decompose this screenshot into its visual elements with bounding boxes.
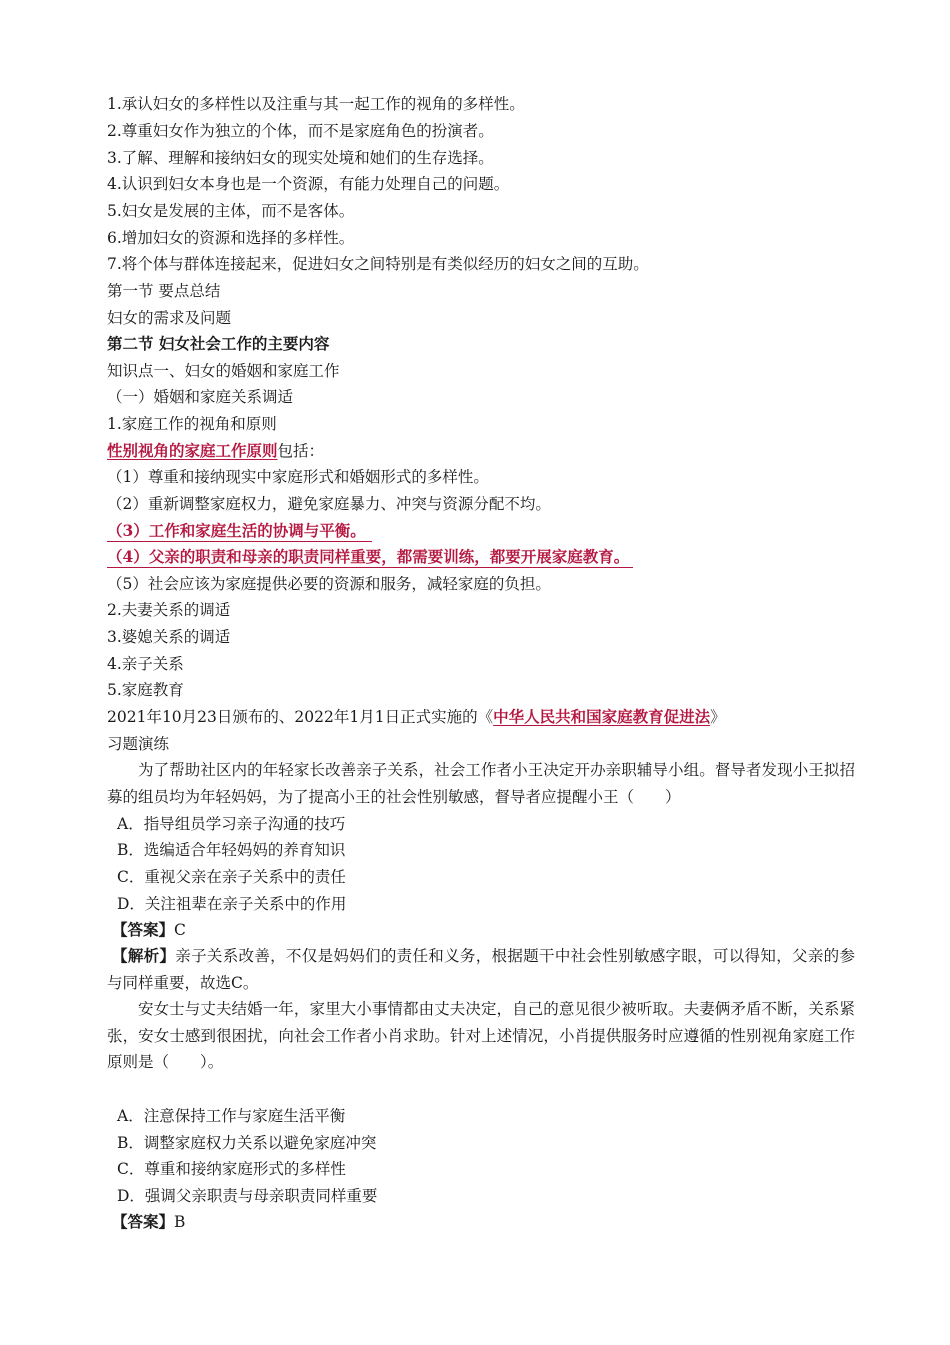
- principle-3: 3.了解、理解和接纳妇女的现实处境和她们的生存选择。: [107, 149, 494, 167]
- item-4: 4.亲子关系: [107, 655, 184, 673]
- principle-2: 2.尊重妇女作为独立的个体，而不是家庭角色的扮演者。: [107, 122, 494, 140]
- family-principle-3-text: （3）工作和家庭生活的协调与平衡。: [107, 521, 372, 542]
- family-principle-3: [107, 521, 372, 541]
- family-principle-2: （2）重新调整家庭权力，避免家庭暴力、冲突与资源分配不均。: [107, 495, 551, 513]
- principle-7: 7.将个体与群体连接起来，促进妇女之间特别是有类似经历的妇女之间的互助。: [107, 255, 649, 273]
- family-principle-5: （5）社会应该为家庭提供必要的资源和服务，减轻家庭的负担。: [107, 575, 551, 593]
- q1-option-c: C．重视父亲在亲子关系中的责任: [117, 868, 346, 886]
- gender-principle-highlight: 性别视角的家庭工作原则: [107, 441, 278, 460]
- q1-option-a: A．指导组员学习亲子沟通的技巧: [117, 815, 346, 833]
- q2-answer-value: B: [174, 1213, 186, 1231]
- q2-option-c: C．尊重和接纳家庭形式的多样性: [117, 1160, 346, 1178]
- law-prefix: 2021年10月23日颁布的、2022年1月1日正式实施的《: [107, 708, 494, 726]
- q2-answer: [112, 1212, 185, 1232]
- principle-5: 5.妇女是发展的主体，而不是客体。: [107, 202, 355, 220]
- q1-answer-label: 【答案】: [112, 920, 175, 939]
- summary-text: 妇女的需求及问题: [107, 309, 232, 327]
- family-principle-4: [107, 547, 633, 567]
- q1-analysis: [107, 943, 855, 996]
- q2-stem: 安女士与丈夫结婚一年，家里大小事情都由丈夫决定，自己的意见很少被听取。夫妻俩矛盾不断，关系紧张，安女士感到很困扰，向社会工作者小肖求助。针对上述情况，小肖提供服务时应遵循的性别视角家庭工作原则是（ ）。: [107, 1000, 855, 1071]
- q1-analysis-label: 【解析】: [112, 946, 176, 965]
- q2-option-b: B．调整家庭权力关系以避免家庭冲突: [117, 1134, 377, 1152]
- item-2: 2.夫妻关系的调适: [107, 601, 231, 619]
- q1-option-b: B．选编适合年轻妈妈的养育知识: [117, 841, 346, 859]
- gender-principle-suffix: 包括：: [277, 442, 325, 460]
- family-principle-1: （1）尊重和接纳现实中家庭形式和婚姻形式的多样性。: [107, 468, 489, 486]
- subsection-1: （一）婚姻和家庭关系调适: [107, 388, 294, 406]
- family-principle-4-text: （4）父亲的职责和母亲的职责同样重要，都需要训练，都要开展家庭教育。: [107, 547, 633, 568]
- principle-4: 4.认识到妇女本身也是一个资源，有能力处理自己的问题。: [107, 175, 510, 193]
- section2-title: 第二节 妇女社会工作的主要内容: [107, 334, 330, 353]
- q1-option-d: D．关注祖辈在亲子关系中的作用: [117, 895, 347, 913]
- q1-stem: 为了帮助社区内的年轻家长改善亲子关系，社会工作者小王决定开办亲职辅导小组。督导者发现小王拟招募的组员均为年轻妈妈，为了提高小王的社会性别敏感，督导者应提醒小王（ ）: [107, 761, 855, 806]
- q1-answer-value: C: [174, 921, 186, 939]
- law-suffix: 》: [710, 708, 726, 726]
- principle-1: 1.承认妇女的多样性以及注重与其一起工作的视角的多样性。: [107, 95, 525, 113]
- item-5: 5.家庭教育: [107, 681, 184, 699]
- q2-option-a: A．注意保持工作与家庭生活平衡: [117, 1107, 346, 1125]
- knowledge-point-1: 知识点一、妇女的婚姻和家庭工作: [107, 362, 340, 380]
- item-1: 1.家庭工作的视角和原则: [107, 415, 277, 433]
- q2-answer-label: 【答案】: [112, 1212, 175, 1231]
- q1-analysis-text: 亲子关系改善，不仅是妈妈们的责任和义务，根据题干中社会性别敏感字眼，可以得知，父亲的参与同样重要，故选C。: [107, 947, 855, 992]
- item-3: 3.婆媳关系的调适: [107, 628, 231, 646]
- law-line: [107, 707, 726, 727]
- gender-principle-line: [107, 441, 324, 461]
- exercise-title: 习题演练: [107, 735, 170, 753]
- principle-6: 6.增加妇女的资源和选择的多样性。: [107, 229, 355, 247]
- law-title: 中华人民共和国家庭教育促进法: [493, 707, 711, 726]
- q1-answer: [112, 920, 186, 940]
- q2-option-d: D．强调父亲职责与母亲职责同样重要: [117, 1187, 378, 1205]
- summary-title: 第一节 要点总结: [107, 282, 221, 300]
